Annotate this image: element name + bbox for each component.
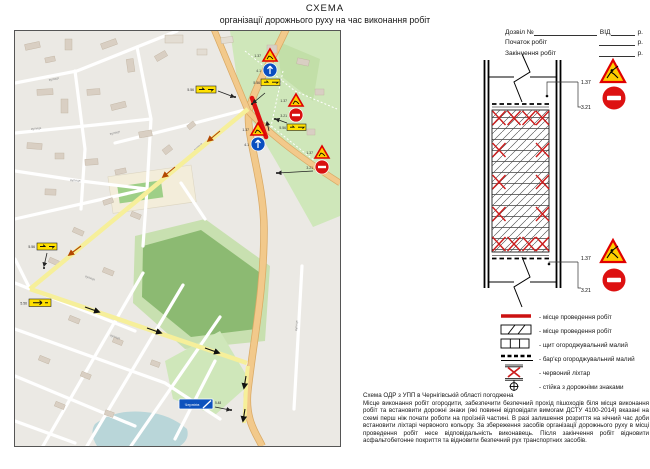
permit-row [505, 39, 643, 46]
street-name: вулиця [192, 141, 204, 152]
legend-label: - стійка з дорожніми знаками [539, 383, 624, 391]
street-name: вулиця [109, 129, 121, 136]
sign-code-label: 5.56 [253, 81, 260, 85]
legend-label: - червоний ліхтар [539, 370, 591, 377]
sign-code-label: 5.48 [215, 401, 222, 405]
permit-suffix: р. [637, 49, 643, 57]
sign-code-label: 5.56 [20, 301, 27, 306]
permit-mid: ВІД [599, 29, 611, 36]
sign-code-label: 1.37 [280, 99, 287, 103]
sign-code-label: 5.56 [187, 88, 194, 92]
sign-code-label: 1.37 [581, 256, 591, 262]
map-panel [14, 30, 341, 447]
permit-row [505, 29, 643, 36]
sign-code-label: 3.21 [581, 288, 591, 294]
street-name: вулиця [84, 274, 96, 282]
callout-top [546, 60, 626, 111]
sign-code-label: 3.21 [581, 105, 591, 111]
page-title: СХЕМА [305, 3, 345, 14]
street-name: вулиця [294, 320, 299, 332]
notes-body: Місце виконання робіт огородити, забезпечити безпечний прохід пішоходів біля місця виконання робіт та встановити дорожні знаки (які повинні відповідати вимогам ДСТУ 4100-2014) вказані на схемі перш ніж почати роботи на проїзній частині. В разі залишення розриття на нічний час доби встановити ліхтарі червоного кольору. За збереження засобів організації дорожнього руху в місці проведення робіт несе відповідальність виконавець. Після закінчення робіт відновити асфальтобетонне покриття та відновити безпечний рух транспортних засобів. [363, 399, 649, 444]
permit-suffix: р. [637, 39, 643, 47]
sign-code-label: 5.56 [279, 126, 286, 130]
cross-section-diagram [470, 49, 650, 310]
notes-block [363, 392, 649, 445]
legend [497, 311, 650, 394]
detour-plate-sign [28, 243, 57, 250]
sign-code-label: 5.56 [28, 245, 35, 249]
sign-code-label: 1.37 [306, 151, 313, 155]
permit-label: Закінчення робіт [505, 49, 557, 57]
title-block [0, 3, 650, 25]
callout-bottom [548, 240, 626, 294]
legend-label: - місце проведення робіт [539, 328, 612, 336]
blank-line [599, 39, 635, 46]
permit-label: Початок робіт [505, 39, 548, 47]
street-name: вулиця [109, 333, 121, 341]
street-name: вулиця [69, 178, 81, 183]
street-name: вулиця [30, 125, 42, 131]
sign-code-label: 3.21 [306, 166, 313, 170]
legend-label: - щит огороджувальний малий [539, 342, 628, 350]
legend-label: - бар'єр огороджувальний малий [539, 356, 635, 364]
sign-code-label: 1.37 [242, 128, 249, 132]
sign-code-label: 1.37 [581, 80, 591, 86]
sign-code-label: 1.37 [254, 54, 261, 58]
settlement-name: Чернігів [184, 402, 200, 407]
street-name: вулиця [48, 75, 60, 82]
detour-plate-sign [187, 86, 216, 93]
sign-code-label: 4.1 [256, 69, 261, 73]
blank-line [534, 29, 597, 36]
legend-label: - місце проведення робіт [539, 314, 612, 322]
page-subtitle: організації дорожнього руху на час виконання робіт [219, 15, 431, 25]
sign-code-label: 4.1 [244, 143, 249, 147]
city-map [15, 31, 340, 446]
sign-code-label: 3.21 [280, 114, 287, 118]
permit-suffix: р. [637, 29, 643, 36]
blank-line [611, 29, 635, 36]
permit-label: Дозвіл № [505, 29, 534, 36]
notes-approval-line: Схема ОДР з УПП в Чернігівській області погоджена [363, 392, 514, 399]
